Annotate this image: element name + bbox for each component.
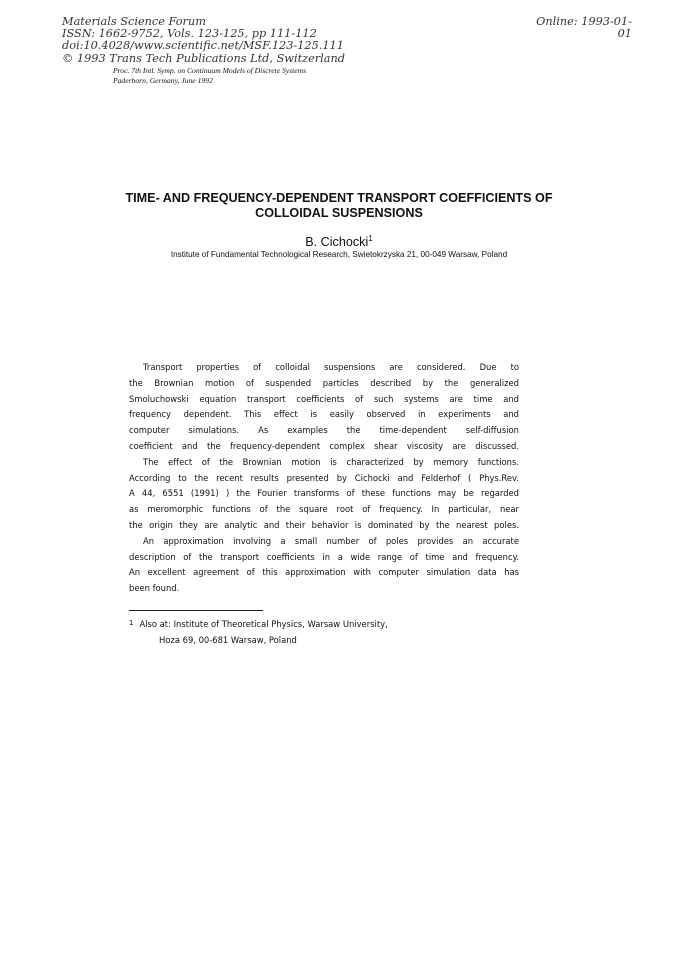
abstract-line: A 44, 6551 (1991) ) the Fourier transforms of these functions may be regarded [129,488,519,499]
footnote-text-1: Also at: Institute of Theoretical Physics, Warsaw University, [139,619,388,629]
abstract-line: According to the recent results presented by Cichocki and Felderhof ( Phys.Rev. [129,472,519,483]
abstract-line: as meromorphic functions of the square root of frequency. In particular, near [129,504,519,515]
abstract [129,360,519,597]
issn-line: ISSN: 1662-9752, Vols. 123-125, pp 111-112 [62,27,317,41]
copyright-line: © 1993 Trans Tech Publications Ltd, Switzerland [62,51,346,65]
proceedings-line-2: Paderborn, Germany, June 1992 [113,76,213,85]
footnote-text-2: Hoza 69, 00-681 Warsaw, Poland [159,634,297,645]
title-line-1: TIME- AND FREQUENCY-DEPENDENT TRANSPORT COEFFICIENTS OF [125,191,553,205]
abstract-line: computer simulations. As examples the time-dependent self-diffusion [129,425,519,436]
online-date: Online: 1993-01-01 [536,15,632,41]
abstract-line: description of the transport coefficients in a wide range of time and frequency. [129,551,519,562]
abstract-line: the origin they are analytic and their behavior is dominated by the nearest poles. [129,519,519,530]
author-name: B. Cichocki [305,235,369,249]
footnote [129,616,519,648]
abstract-line: been found. [129,583,180,594]
title-line-2: COLLOIDAL SUSPENSIONS [255,205,423,220]
abstract-line: Transport properties of colloidal suspensions are considered. Due to [143,362,519,372]
abstract-line: The effect of the Brownian motion is characterized by memory functions. [143,456,519,467]
doi-line[interactable]: doi:10.4028/www.scientific.net/MSF.123-125.111 [62,39,344,53]
footnote-mark: 1 [129,619,134,627]
proceedings-line-1: Proc. 7th Intl. Symp. on Continuum Models of Discrete Systems [113,66,307,75]
abstract-line: An excellent agreement of this approximation with computer simulation data has [129,567,519,578]
abstract-line: the Brownian motion of suspended particles described by the generalized [129,377,519,388]
abstract-line: coefficient and the frequency-dependent complex shear viscosity are discussed. [129,440,519,451]
journal-name: Materials Science Forum [62,15,206,28]
author-footnote-mark: 1 [368,234,373,243]
abstract-line: frequency dependent. This effect is easily observed in experiments and [129,409,519,420]
footnote-divider [129,610,263,611]
author-line [60,231,618,250]
proceedings-info [113,66,513,86]
paper-title [60,191,618,220]
footnote-line-1 [129,616,519,633]
abstract-line: Smoluchowski equation transport coefficients of such systems are time and [129,393,519,404]
abstract-line: An approximation involving a small number of poles provides an accurate [143,535,519,546]
author-affiliation: Institute of Fundamental Technological Research, Swietokrzyska 21, 00-049 Warsaw, Poland [170,250,508,259]
